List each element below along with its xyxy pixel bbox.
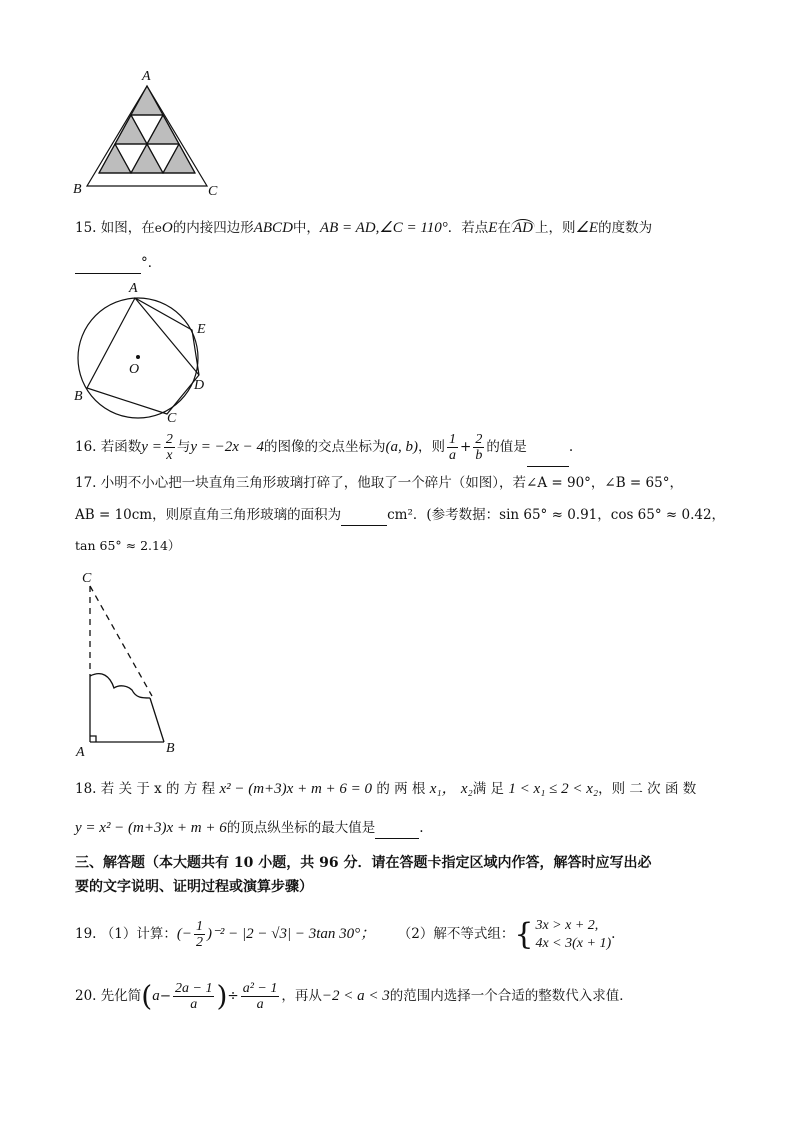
arc-ad: AD [512, 220, 533, 236]
broken-triangle-figure [72, 566, 192, 762]
fraction: $\frac{2a - 1}{a}$ [175, 981, 213, 1012]
label-b: B [73, 182, 82, 197]
question-20: 20. 先化简(a− $\frac{2a - 1}{a}$ )÷ $\frac{\text{a² − 1}}{a}$ ，再从−2 < a < 3的范围内选择一个合适的整数代入求值． [75, 979, 633, 1013]
circle-symbol: e [154, 221, 162, 235]
label-a: A [142, 69, 151, 84]
label-c: C [82, 571, 92, 586]
answer-blank [375, 818, 419, 839]
circle-quadrilateral-figure [66, 278, 226, 430]
question-number: 15. [75, 220, 97, 236]
section-3-header: 三、解答题（本大题共有 10 小题，共 96 分．请在答题卡指定区域内作答，解答时应写出必 要的文字说明、证明过程或演算步骤） [75, 855, 652, 895]
question-16: 16. 若函数y = $\frac{2}{x}$ 与y = −2x − 4的图像的交点坐标为(a, b)，则 $\frac{1}{a}$ + $\frac{2}{b}$ 的值是 . [75, 428, 573, 467]
question-19: 19. （1）计算：(− $\frac{1}{2}$ )⁻² − |2 − √3| − 3tan 30°； （2）解不等式组：{ 3x > x + 2, 4x < 3(x + 1) . [75, 916, 616, 952]
label-b: B [74, 389, 83, 404]
fraction: $\frac{2}{x}$ [165, 432, 173, 463]
question-17: 17. 小明不小心把一块直角三角形玻璃打碎了，他取了一个碎片（如图），若∠A = 90°，∠B = 65°， [75, 475, 683, 491]
question-number: 18. [75, 781, 97, 797]
label-c: C [167, 411, 177, 426]
fraction: $\frac{2}{b}$ [475, 432, 483, 463]
label-b: B [166, 741, 175, 756]
question-17-line-2: AB = 10cm，则原直角三角形玻璃的面积为 cm²．(参考数据：sin 65° ≈ 0.91，cos 65° ≈ 0.42， [75, 505, 725, 526]
label-c: C [208, 184, 218, 199]
question-number: 16. [75, 439, 97, 455]
question-number: 19. [75, 926, 97, 942]
label-a: A [76, 745, 85, 760]
label-e: E [197, 322, 206, 337]
answer-blank [527, 428, 569, 467]
label-o: O [129, 362, 140, 377]
inequality-system: 3x > x + 2, 4x < 3(x + 1) [535, 917, 612, 951]
fraction: $\frac{1}{2}$ [196, 919, 203, 950]
question-number: 20. [75, 988, 97, 1004]
fraction: $\frac{\text{a² − 1}}{a}$ [242, 981, 278, 1012]
question-number: 17. [75, 475, 97, 491]
system-brace: { [514, 916, 534, 952]
question-18: 18. 若 关 于 x 的 方 程 x² − (m+3)x + m + 6 = 0 的 两 根 x₁， x₂满 足 1 < x₁ ≤ 2 < x₂，则 二 次 函 数 [75, 781, 697, 797]
question-15-answer-line: °． [75, 253, 161, 274]
question-18-line-2: y = x² − (m+3)x + m + 6的顶点纵坐标的最大值是 . [75, 818, 424, 839]
fraction: $\frac{1}{a}$ [449, 432, 456, 463]
answer-blank [75, 253, 141, 274]
question-15: 15. 如图，在eO的内接四边形ABCD中，AB = AD,∠C = 110°．若点E在 AD 上，则∠E的度数为 [75, 220, 653, 236]
answer-blank [341, 505, 387, 526]
label-a: A [129, 281, 138, 296]
triangle-grid-figure [70, 64, 230, 200]
label-d: D [194, 378, 205, 393]
question-17-line-3: tan 65° ≈ 2.14） [75, 538, 181, 553]
